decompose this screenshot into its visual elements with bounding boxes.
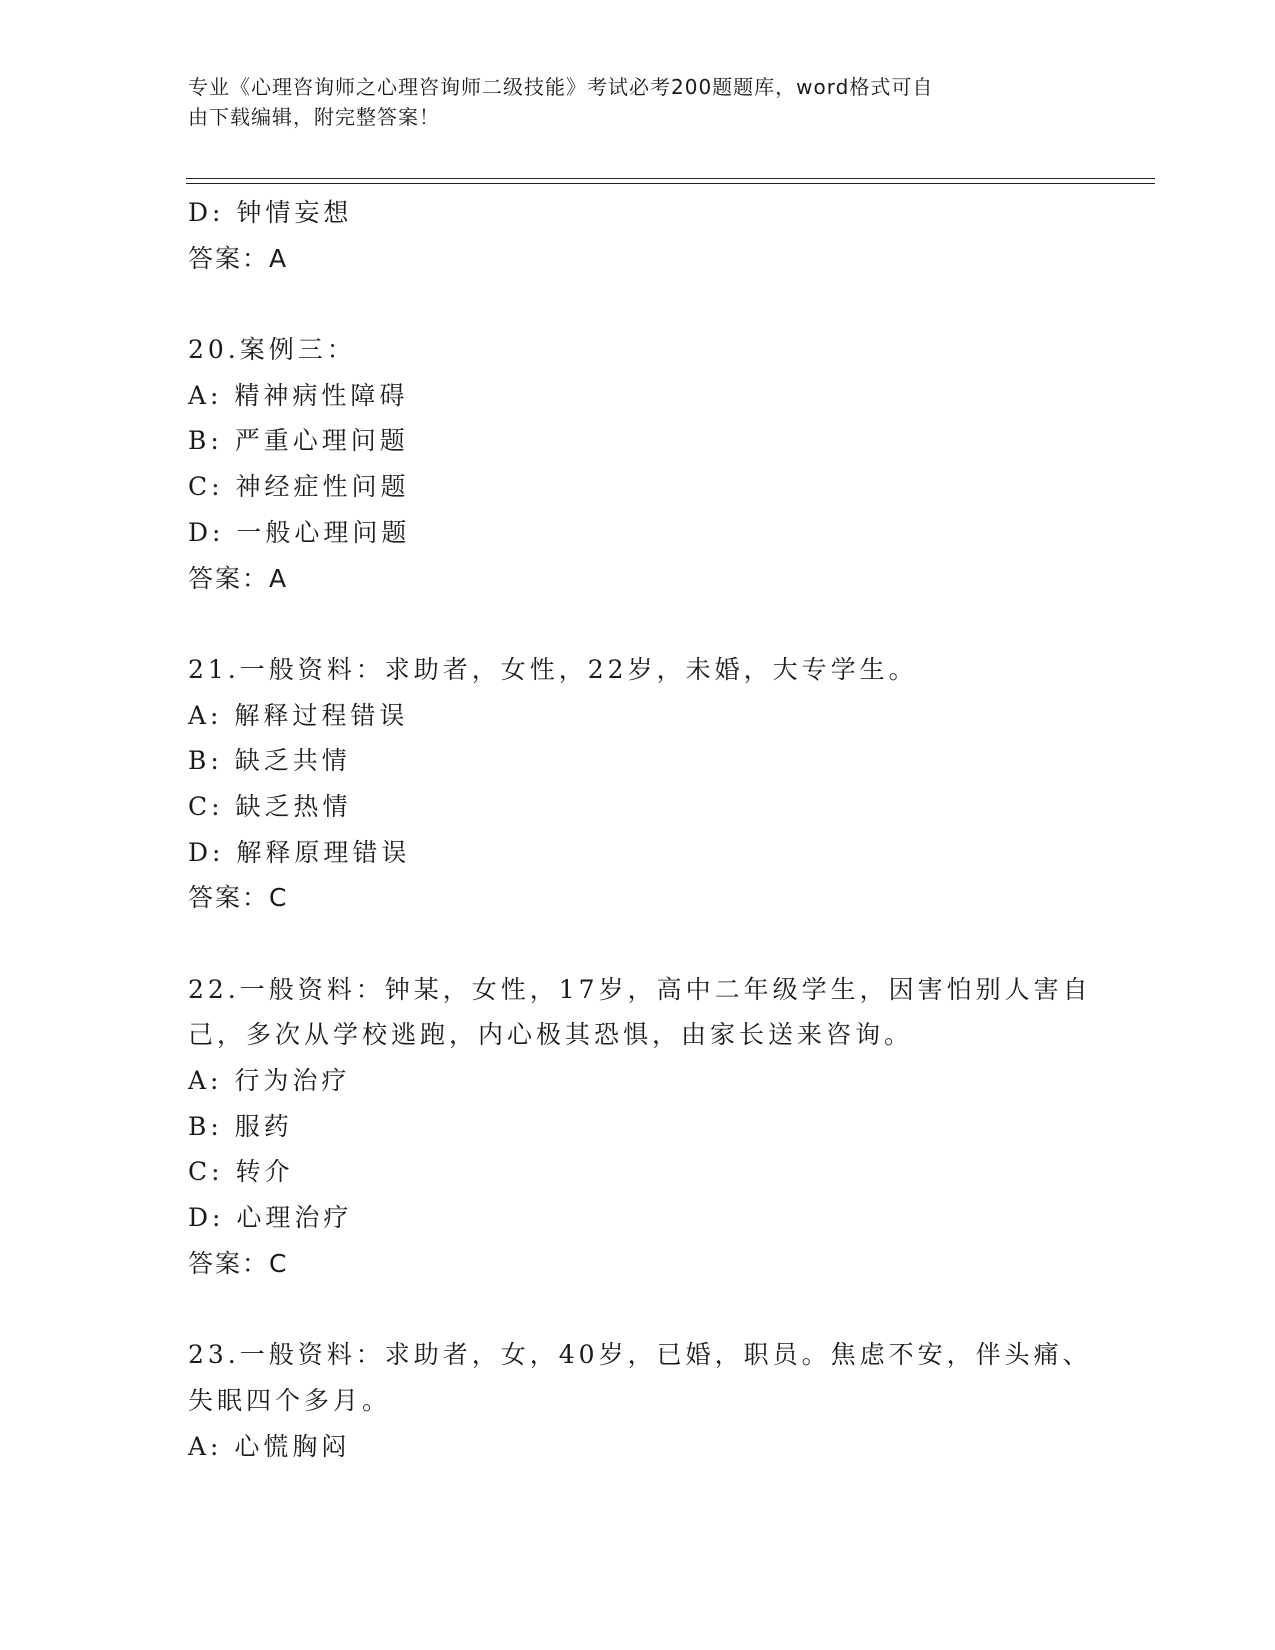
answer: 答案：A: [188, 243, 289, 273]
option-d: D: 解释原理错误: [188, 837, 411, 867]
question-text: 21.一般资料：求助者，女性，22岁，未婚，大专学生。: [188, 654, 918, 684]
document-header: [188, 72, 1068, 132]
spacer: [188, 1287, 1088, 1333]
option-b: B: 服药: [188, 1111, 293, 1141]
option-a: A: 心慌胸闷: [188, 1431, 351, 1461]
option-d: D: 一般心理问题: [188, 517, 411, 547]
question-23: [188, 1332, 1092, 1469]
spacer: [188, 921, 1088, 967]
option-b: B: 缺乏共情: [188, 746, 351, 776]
question-text-line-1: 22.一般资料：钟某，女性，17岁，高中二年级学生，因害怕别人害自: [188, 974, 1092, 1004]
question-text-line-2: 己，多次从学校逃跑，内心极其恐惧，由家长送来咨询。: [188, 1020, 914, 1050]
option-c: C: 缺乏热情: [188, 791, 352, 821]
question-20: [188, 327, 1088, 601]
option-a: A: 精神病性障碍: [188, 380, 409, 410]
question-content: [188, 190, 1092, 1469]
question-text: 20.案例三：: [188, 335, 356, 365]
question-22: [188, 967, 1092, 1287]
option-d: D: 钟情妄想: [188, 198, 353, 227]
header-rule-bottom: [186, 183, 1155, 184]
option-c: C: 神经症性问题: [188, 472, 410, 502]
header-rule-top: [186, 178, 1155, 179]
header-line-1: 专业《心理咨询师之心理咨询师二级技能》考试必考200题题库，word格式可自: [188, 75, 934, 99]
option-c: C: 转介: [188, 1157, 294, 1187]
answer: 答案：C: [188, 1248, 289, 1278]
option-d: D: 心理治疗: [188, 1203, 353, 1233]
header-line-2: 由下载编辑，附完整答案！: [188, 105, 440, 129]
option-a: A: 行为治疗: [188, 1066, 351, 1096]
answer: 答案：A: [188, 563, 289, 593]
question-text-line-2: 失眠四个多月。: [188, 1385, 392, 1415]
option-a: A: 解释过程错误: [188, 700, 409, 730]
option-b: B: 严重心理问题: [188, 426, 409, 456]
answer: 答案：C: [188, 883, 289, 913]
spacer: [188, 281, 1088, 327]
spacer: [188, 601, 1088, 647]
question-21: [188, 647, 1088, 921]
question-text-line-1: 23.一般资料：求助者，女，40岁，已婚，职员。焦虑不安，伴头痛、: [188, 1340, 1092, 1370]
